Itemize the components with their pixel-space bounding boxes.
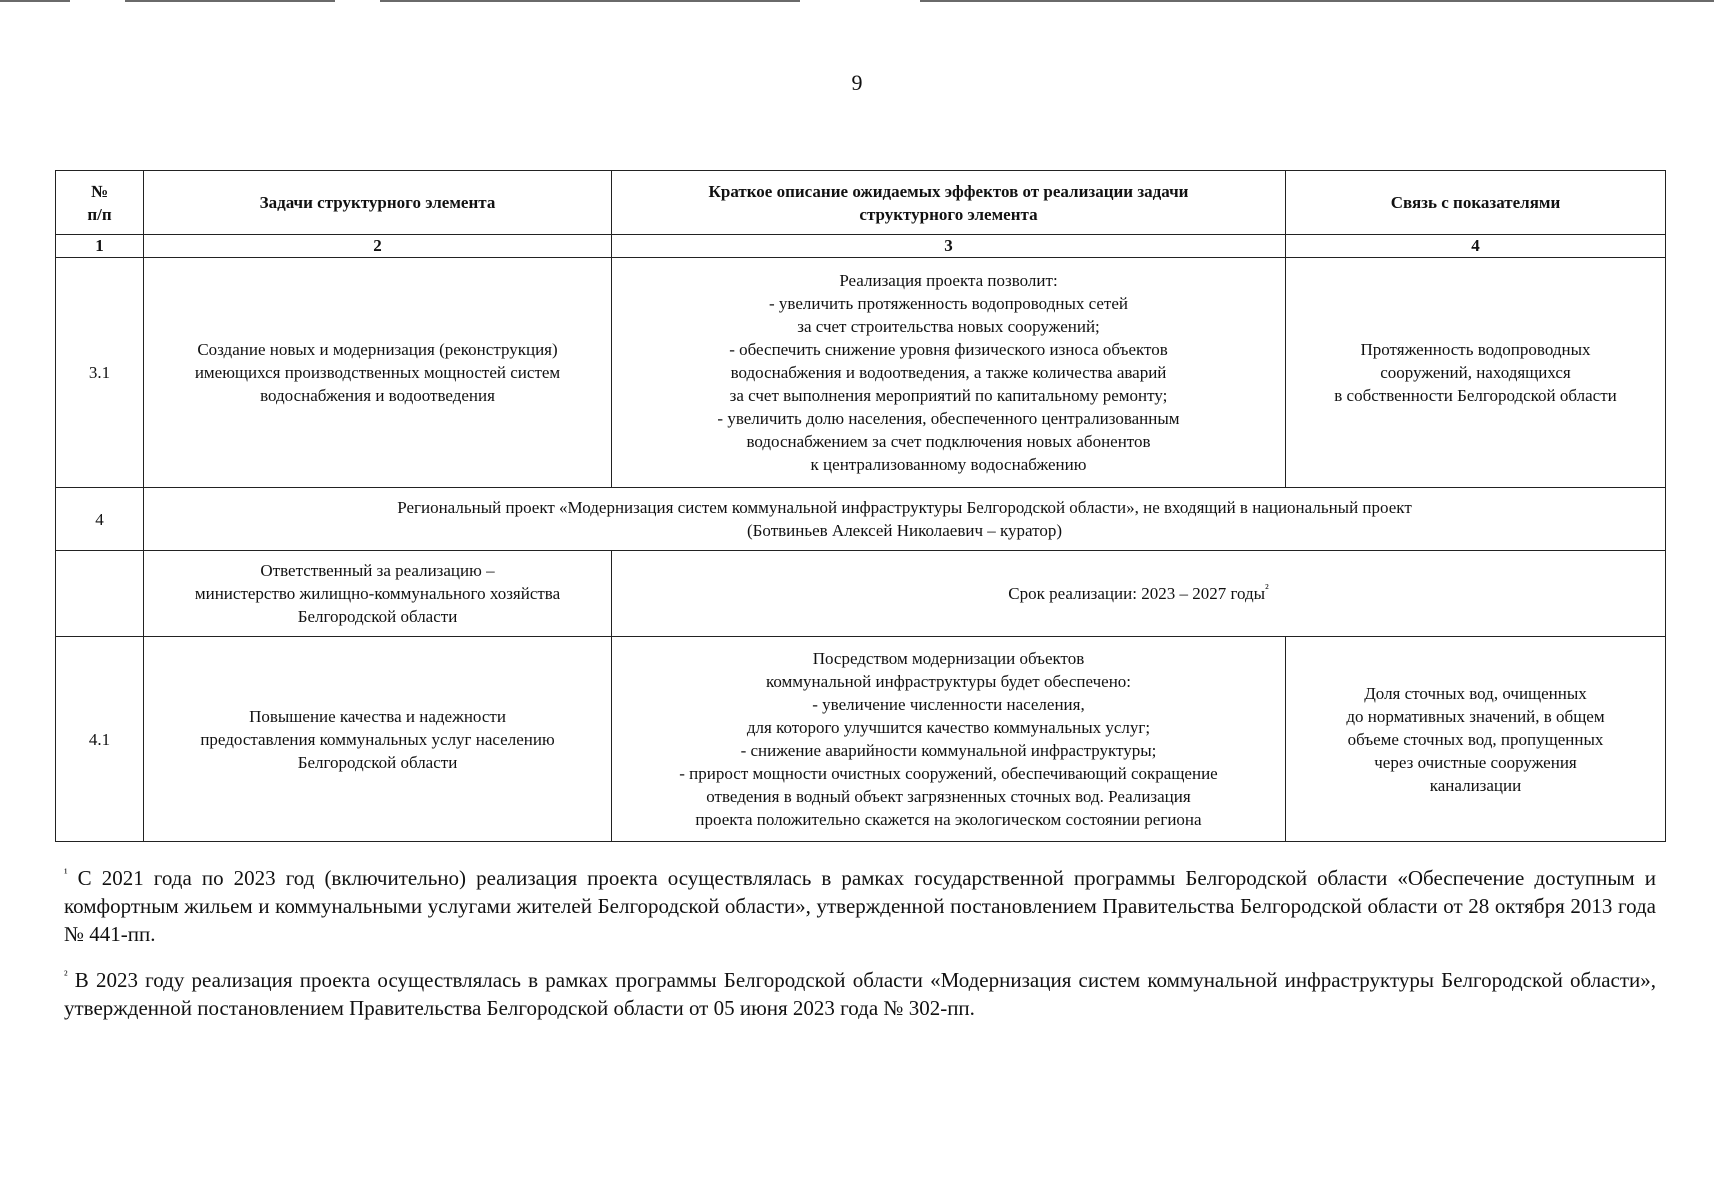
- indicator-cell: Доля сточных вод, очищенных до нормативных значений, в общем объеме сточных вод, пропущенных через очистные сооружения канализации: [1286, 637, 1666, 842]
- table-row: [56, 488, 1666, 551]
- empty-cell: [56, 551, 144, 637]
- structural-element-table: [55, 170, 1666, 842]
- responsible-cell: Ответственный за реализацию – министерство жилищно-коммунального хозяйства Белгородской области: [144, 551, 612, 637]
- regional-project-title: Региональный проект «Модернизация систем коммунальной инфраструктуры Белгородской области», не входящий в национальный проект (Ботвиньев Алексей Николаевич – куратор): [144, 488, 1666, 551]
- scan-edge-line: [920, 0, 1714, 2]
- column-number: 2: [144, 235, 612, 258]
- page-number: 9: [851, 70, 863, 95]
- header-effects: Краткое описание ожидаемых эффектов от реализации задачи структурного элемента: [612, 171, 1286, 235]
- table-row: [56, 258, 1666, 488]
- term-text: Срок реализации: 2023 – 2027 годы: [1008, 584, 1266, 603]
- header-tasks: Задачи структурного элемента: [144, 171, 612, 235]
- scan-edge-line: [0, 0, 70, 2]
- footnote-text: С 2021 года по 2023 год (включительно) реализация проекта осуществлялась в рамках государственной программы Белгородской области «Обеспечение доступным и комфортным жильем и коммунальными услугами жителей Белгородской области», утвержденной постановлением Правительства Белгородской области от 28 октября 2013 года № 441-пп.: [64, 866, 1657, 946]
- table-header-row: [56, 171, 1666, 235]
- footnote-mark: ²: [64, 968, 68, 982]
- column-number: 1: [56, 235, 144, 258]
- footnote-text: В 2023 году реализация проекта осуществлялась в рамках программы Белгородской области «Модернизация систем коммунальной инфраструктуры Белгородской области», утвержденной постановлением Правительства Белгородской области от 05 июня 2023 года № 302-пп.: [64, 968, 1656, 1020]
- column-number-row: [56, 235, 1666, 258]
- task-cell: Повышение качества и надежности предоставления коммунальных услуг населению Белгородской области: [144, 637, 612, 842]
- scan-edge-line: [125, 0, 335, 2]
- header-no: № п/п: [56, 171, 144, 235]
- task-cell: Создание новых и модернизация (реконструкция) имеющихся производственных мощностей систем водоснабжения и водоотведения: [144, 258, 612, 488]
- column-number: 4: [1286, 235, 1666, 258]
- table-row: [56, 551, 1666, 637]
- row-number: 3.1: [56, 258, 144, 488]
- header-indicators: Связь с показателями: [1286, 171, 1666, 235]
- row-number: 4.1: [56, 637, 144, 842]
- term-cell: [612, 551, 1666, 637]
- footnote-2: [64, 966, 1656, 1022]
- effects-cell: Посредством модернизации объектов коммунальной инфраструктуры будет обеспечено: - увеличение численности населения, для которого улучшится качество коммунальных услуг; - снижение аварийности коммунальной инфраструктуры; - прирост мощности очистных сооружений, обеспечивающий сокращение отведения в водный объект загрязненных сточных вод. Реализация проекта положительно скажется на экологическом состоянии региона: [612, 637, 1286, 842]
- indicator-cell: Протяженность водопроводных сооружений, находящихся в собственности Белгородской области: [1286, 258, 1666, 488]
- row-number: 4: [56, 488, 144, 551]
- table-row: [56, 637, 1666, 842]
- scan-edge-line: [380, 0, 800, 2]
- effects-cell: Реализация проекта позволит: - увеличить протяженность водопроводных сетей за счет строительства новых сооружений; - обеспечить снижение уровня физического износа объектов водоснабжения и водоотведения, а также количества аварий за счет выполнения мероприятий по капитальному ремонту; - увеличить долю населения, обеспеченного централизованным водоснабжением за счет подключения новых абонентов к централизованному водоснабжению: [612, 258, 1286, 488]
- footnote-mark: ¹: [64, 866, 68, 880]
- footnote-1: [64, 864, 1656, 948]
- column-number: 3: [612, 235, 1286, 258]
- footnote-ref: ²: [1265, 581, 1269, 596]
